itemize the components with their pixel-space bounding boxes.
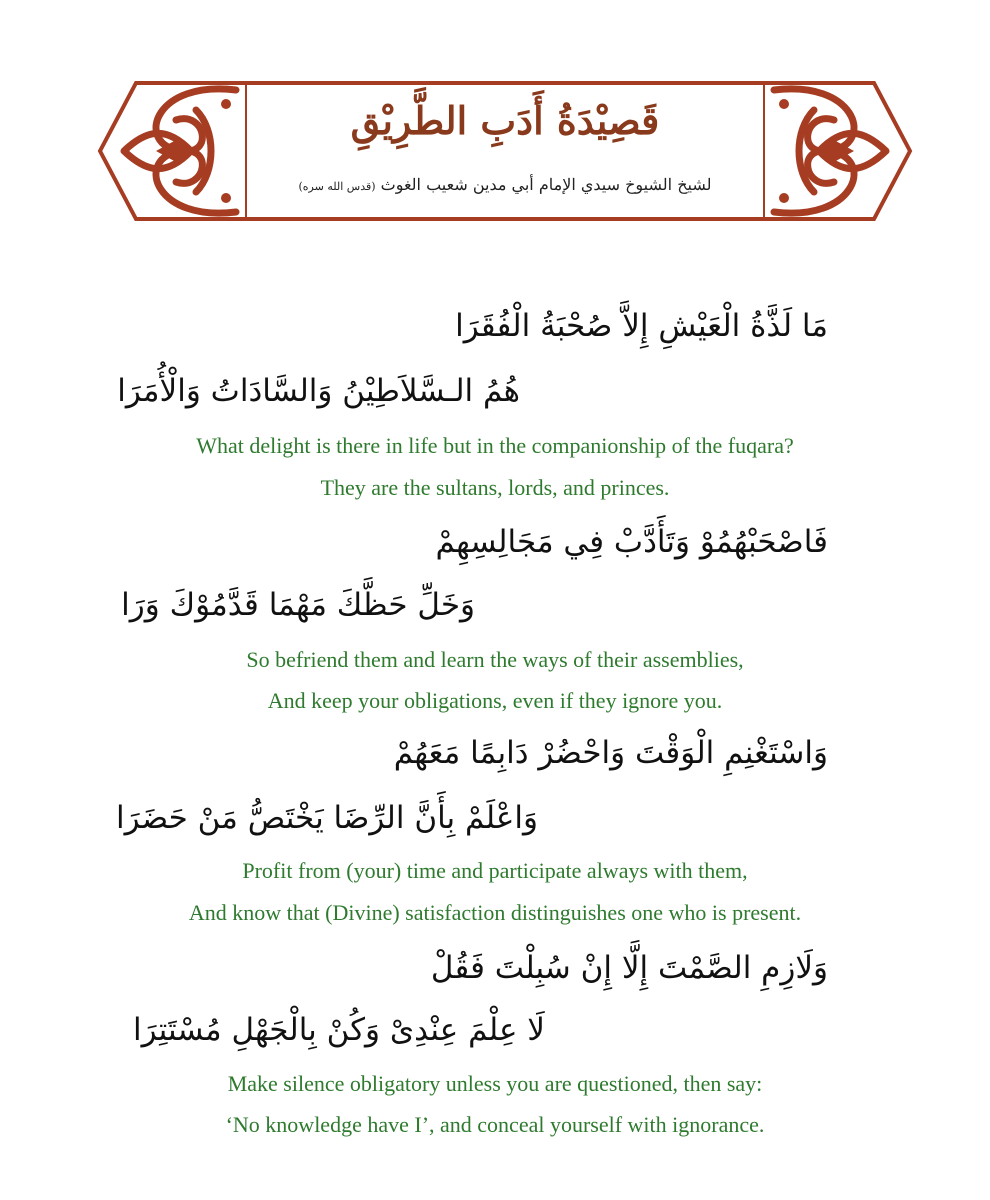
verse-4-translation-second: ‘No knowledge have I’, and conceal yourself with ignorance. <box>225 1112 765 1137</box>
verse-2-translation-first: So befriend them and learn the ways of their assemblies, <box>246 647 744 672</box>
verse-4-arabic-second-hemistich: لَا عِلْمَ عِنْدِىْ وَكُنْ بِالْجَهْلِ مُسْتَتِرَا <box>132 1012 545 1048</box>
verse-3-translation-first: Profit from (your) time and participate always with them, <box>242 858 748 883</box>
verse-3-translation-second: And know that (Divine) satisfaction distinguishes one who is present. <box>188 900 802 925</box>
poem-author <box>246 175 764 194</box>
verse-3-arabic-first-hemistich: وَاسْتَغْنِمِ الْوَقْتَ وَاحْضُرْ دَابِمًا مَعَهُمْ <box>393 735 828 771</box>
verse-1-translation-second: They are the sultans, lords, and princes. <box>320 475 670 500</box>
author-honorific: (قدس الله سره) <box>298 180 376 193</box>
title-cartouche <box>96 80 914 222</box>
verse-2-arabic-first-hemistich: فَاصْحَبْهُمُوْ وَتَأَدَّبْ فِي مَجَالِسِهِمْ <box>435 524 828 560</box>
verse-4-translation-first: Make silence obligatory unless you are questioned, then say: <box>227 1071 763 1096</box>
verse-2-arabic-second-hemistich: وَخَلِّ حَظَّكَ مَهْمَا قَدَّمُوْكَ وَرَا <box>121 587 475 623</box>
poem-title: قَصِيْدَةُ أَدَبِ الطَّرِيْقِ <box>350 98 660 143</box>
verse-1-translation-first: What delight is there in life but in the companionship of the fuqara? <box>196 433 794 458</box>
author-line: لشيخ الشيوخ سيدي الإمام أبي مدين شعيب الغوث <box>380 175 712 194</box>
verse-2-translation-second: And keep your obligations, even if they ignore you. <box>267 688 723 713</box>
verse-3-arabic-second-hemistich: وَاعْلَمْ بِأَنَّ الرِّضَا يَخْتَصُّ مَنْ حَضَرَا <box>116 800 538 836</box>
verse-4-arabic-first-hemistich: وَلَازِمِ الصَّمْتَ إِلَّا إِنْ سُبِلْتَ فَقُلْ <box>430 950 828 986</box>
verse-1-arabic-first-hemistich: مَا لَذَّةُ الْعَيْشِ إِلاَّ صُحْبَةُ الْفُقَرَا <box>455 308 828 344</box>
verse-1-arabic-second-hemistich: هُمُ الـسَّلاَطِيْنُ وَالسَّادَاتُ وَالْأُمَرَا <box>117 373 520 409</box>
